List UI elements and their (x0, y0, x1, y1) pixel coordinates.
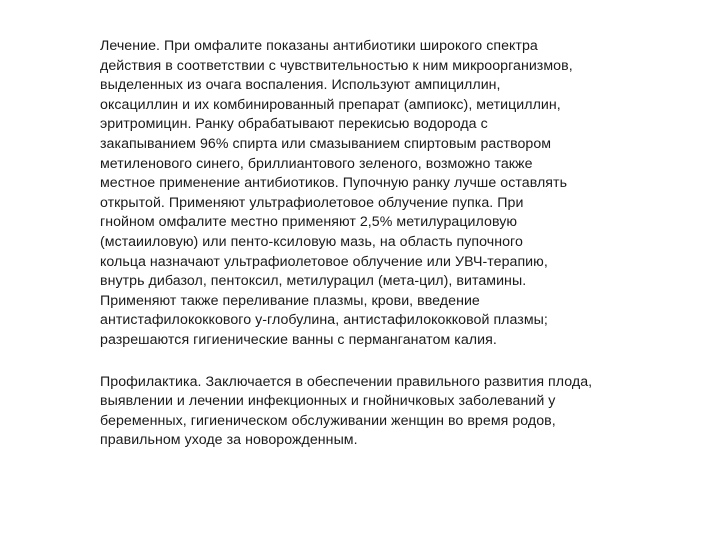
paragraph-treatment (100, 37, 690, 351)
text-line: закапыванием 96% спирта или смазыванием спиртовым раствором (100, 135, 552, 152)
text-line: выявлении и лечении инфекционных и гнойничковых заболеваний у (100, 393, 556, 410)
text-line: внутрь дибазол, пентоксил, метилурацил (мета-цил), витамины. (100, 273, 527, 290)
text-line: Профилактика. Заключается в обеспечении правильного развития плода, (100, 373, 593, 390)
text-line: правильном уходе за новорожденным. (100, 432, 358, 449)
text-line: действия в соответствии с чувствительностью к ним микроорганизмов, (100, 57, 573, 74)
text-line: (мстаииловую) или пенто-ксиловую мазь, на область пупочного (100, 233, 523, 250)
text-line: Лечение. При омфалите показаны антибиотики широкого спектра (100, 38, 538, 54)
text-line: кольца назначают ультрафиолетовое облучение или УВЧ-терапию, (100, 253, 548, 270)
text-line: эритромицин. Ранку обрабатывают перекисью водорода с (100, 116, 488, 133)
text-line: выделенных из очага воспаления. Используют ампициллин, (100, 77, 501, 94)
text-line: метиленового синего, бриллиантового зеленого, возможно также (100, 155, 533, 172)
paragraph-prevention (100, 373, 690, 451)
text-line: разрешаются гигиенические ванны с перманганатом калия. (100, 331, 497, 348)
text-line: гнойном омфалите местно применяют 2,5% метилурациловую (100, 214, 518, 231)
text-block (100, 37, 690, 451)
text-line: Применяют также переливание плазмы, крови, введение (100, 292, 480, 309)
text-line: беременных, гигиеническом обслуживании женщин во время родов, (100, 412, 556, 429)
text-line: оксациллин и их комбинированный препарат (ампиокс), метициллин, (100, 96, 561, 113)
text-line: антистафилококкового у-глобулина, антистафилококковой плазмы; (100, 312, 548, 329)
text-line: открытой. Применяют ультрафиолетовое облучение пупка. При (100, 194, 524, 211)
text-line: местное применение антибиотиков. Пупочную ранку лучше оставлять (100, 175, 568, 192)
